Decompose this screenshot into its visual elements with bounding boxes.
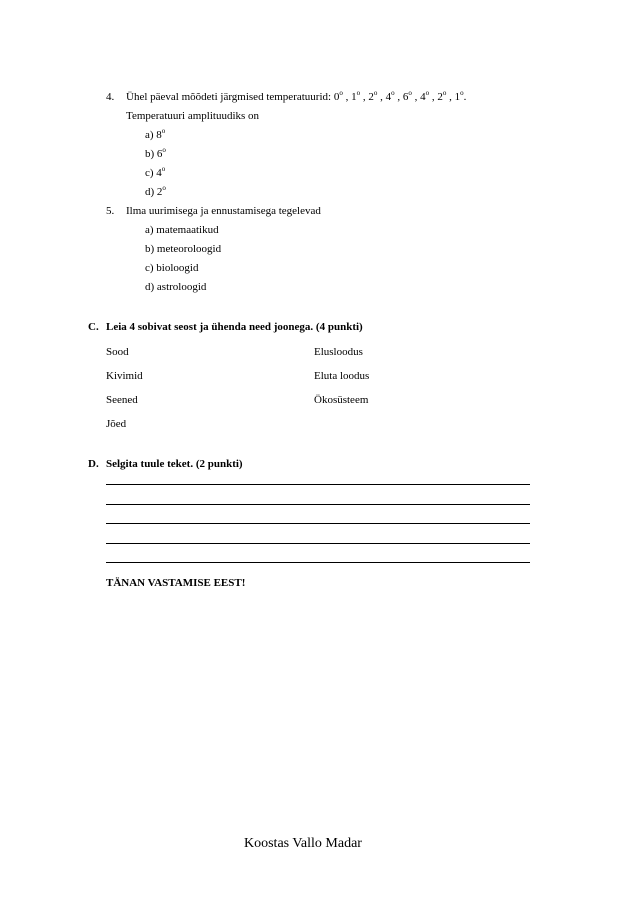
q5-text: Ilma uurimisega ja ennustamisega tegelevad bbox=[126, 205, 321, 217]
degree-sup: o bbox=[408, 89, 412, 97]
temp-value: , 2 bbox=[360, 91, 374, 103]
q5-option-d: d) astroloogid bbox=[145, 281, 207, 293]
match-left-item: Jõed bbox=[106, 418, 127, 430]
match-right-item: Ökosüsteem bbox=[314, 394, 369, 406]
degree-sup: o bbox=[391, 89, 395, 97]
footer-author: Koostas Vallo Madar bbox=[244, 836, 362, 851]
match-left-item: Sood bbox=[106, 346, 129, 358]
match-left-item: Kivimid bbox=[106, 370, 143, 382]
match-left-item: Seened bbox=[106, 394, 138, 406]
degree-sup: o bbox=[442, 89, 447, 97]
q4-option-c: c) 4$^o$ bbox=[145, 165, 166, 179]
temp-value: , 2 bbox=[429, 91, 443, 103]
closing-text: TÄNAN VASTAMISE EEST! bbox=[106, 577, 246, 589]
answer-line[interactable] bbox=[106, 562, 530, 563]
temp-value: , 4 bbox=[377, 91, 392, 103]
q5-option-a: a) matemaatikud bbox=[145, 224, 219, 236]
answer-line[interactable] bbox=[106, 543, 530, 544]
degree-sup: o bbox=[356, 89, 361, 97]
match-right-item: Elusloodus bbox=[314, 346, 363, 358]
degree-sup: o bbox=[339, 89, 343, 97]
degree-sup: o bbox=[460, 89, 464, 97]
q5-option-c: c) bioloogid bbox=[145, 262, 199, 274]
section-d-letter: D. bbox=[88, 458, 99, 470]
q4-option-a: a) 8$^o$ bbox=[145, 127, 166, 141]
section-d-title: Selgita tuule teket. (2 punkti) bbox=[106, 458, 243, 470]
answer-line[interactable] bbox=[106, 523, 530, 524]
q4-text: Ühel päeval mõõdeti järgmised temperatuurid: 0 bbox=[126, 91, 340, 103]
q4-option-b: b) 6$^o$ bbox=[145, 146, 166, 160]
section-c-letter: C. bbox=[88, 321, 99, 333]
q4-line2: Temperatuuri amplituudiks on bbox=[126, 110, 260, 122]
q5-option-b: b) meteoroloogid bbox=[145, 243, 222, 255]
degree-sup: o bbox=[425, 89, 430, 97]
temp-value: , 4 bbox=[411, 91, 426, 103]
match-right-item: Eluta loodus bbox=[314, 370, 370, 382]
temp-value: , 1 bbox=[446, 91, 461, 103]
q4-temps bbox=[343, 91, 464, 103]
degree-sup: o bbox=[373, 89, 378, 97]
q4-number: 4. bbox=[106, 91, 115, 103]
temp-value: , 6 bbox=[394, 91, 409, 103]
q4-end: . bbox=[463, 91, 467, 103]
answer-line[interactable] bbox=[106, 484, 530, 485]
q4-question bbox=[126, 91, 466, 104]
temp-value: , 1 bbox=[342, 91, 357, 103]
section-c-title: Leia 4 sobivat seost ja ühenda need joonega. (4 punkti) bbox=[106, 321, 363, 333]
q5-number: 5. bbox=[106, 205, 115, 217]
answer-line[interactable] bbox=[106, 504, 530, 505]
q4-option-d: d) 2$^o$ bbox=[145, 184, 166, 198]
